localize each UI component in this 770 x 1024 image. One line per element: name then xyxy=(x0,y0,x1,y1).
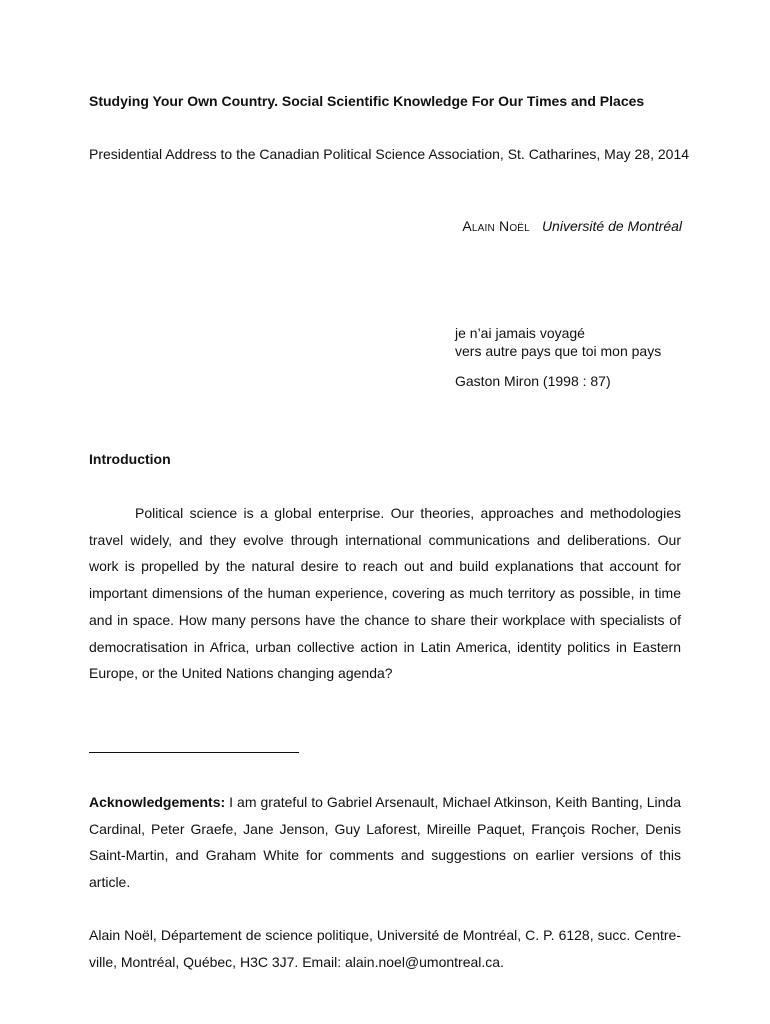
author-affiliation: Université de Montréal xyxy=(541,218,682,234)
author-name: Alain Noël xyxy=(462,218,530,234)
footnote-divider xyxy=(89,752,299,753)
epigraph-line-1: je n’ai jamais voyagé xyxy=(455,325,585,341)
epigraph xyxy=(455,324,715,390)
epigraph-line-2: vers autre pays que toi mon pays xyxy=(455,343,662,359)
epigraph-source: Gaston Miron (1998 : 87) xyxy=(455,373,611,389)
paper-subtitle: Presidential Address to the Canadian Political Science Association, St. Catharines, May 28, 2014 xyxy=(89,146,690,162)
author-line xyxy=(380,217,682,235)
author-address: Alain Noël, Département de science politique, Université de Montréal, C. P. 6128, succ. Centre-ville, Montréal, Québec, H3C 3J7. Email: alain.noel@umontreal.ca. xyxy=(89,927,681,970)
paper-title: Studying Your Own Country. Social Scientific Knowledge For Our Times and Places xyxy=(89,93,645,109)
acknowledgements-text: I am grateful to Gabriel Arsenault, Michael Atkinson, Keith Banting, Linda Cardinal, Peter Graefe, Jane Jenson, Guy Laforest, Mireille Paquet, François Rocher, Denis Saint-Martin, and Graham White for comments and suggestions on earlier versions of this article. xyxy=(89,794,681,891)
introduction-paragraph: Political science is a global enterprise. Our theories, approaches and methodologies travel widely, and they evolve through international communications and deliberations. Our work is propelled by the natural desire to reach out and build explanations that account for important dimensions of the human experience, covering as much territory as possible, in time and in space. How many persons have the chance to share their workplace with specialists of democratisation in Africa, urban collective action in Latin America, identity politics in Eastern Europe, or the United Nations changing agenda? xyxy=(89,505,681,682)
section-heading-introduction: Introduction xyxy=(89,451,171,467)
acknowledgements-label: Acknowledgements: xyxy=(89,794,226,810)
acknowledgements-footnote xyxy=(89,789,681,896)
